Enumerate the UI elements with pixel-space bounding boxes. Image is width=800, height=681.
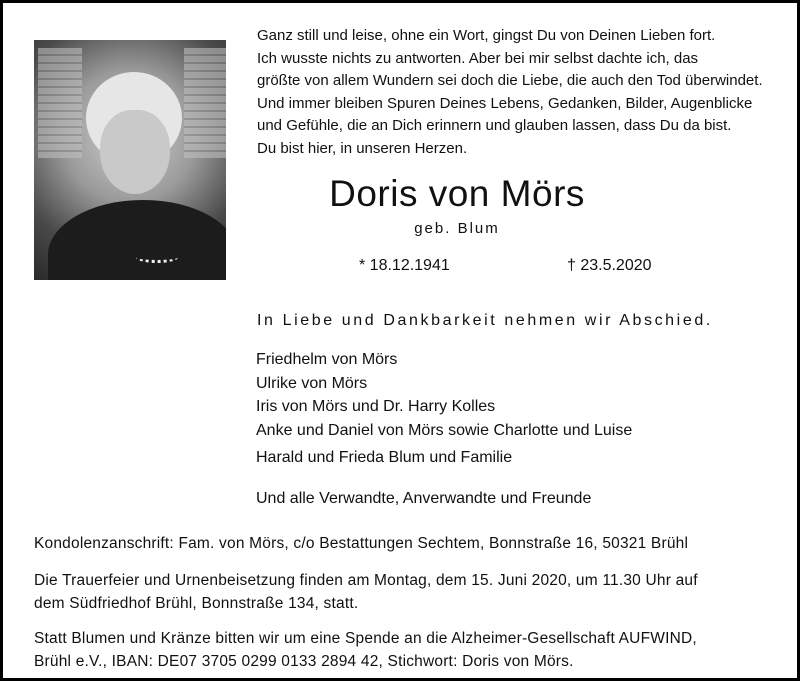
background-window xyxy=(184,48,226,158)
poem-line: Und immer bleiben Spuren Deines Lebens, Gedanken, Bilder, Augenblicke xyxy=(257,94,753,112)
poem-line: Du bist hier, in unseren Herzen. xyxy=(257,139,468,157)
pearl-necklace xyxy=(136,252,178,263)
ceremony-line: Die Trauerfeier und Urnenbeisetzung finden am Montag, dem 15. Juni 2020, um 11.30 Uhr auf xyxy=(34,572,698,589)
death-date: † 23.5.2020 xyxy=(567,257,652,274)
birth-date: * 18.12.1941 xyxy=(359,257,450,274)
portrait-face xyxy=(100,110,170,194)
condolence-text: Kondolenzanschrift: Fam. von Mörs, c/o Bestattungen Sechtem, Bonnstraße 16, 50321 Brühl xyxy=(34,535,689,552)
poem-line: Ich wusste nichts zu antworten. Aber bei mir selbst dachte ich, das xyxy=(257,49,699,67)
ceremony-info xyxy=(34,570,786,615)
poem xyxy=(257,25,787,160)
mourner: Anke und Daniel von Mörs sowie Charlotte und Luise xyxy=(256,421,633,439)
family-line: Harald und Frieda Blum und Familie xyxy=(256,449,513,466)
ceremony-line: dem Südfriedhof Brühl, Bonnstraße 134, statt. xyxy=(34,594,359,612)
portrait-body xyxy=(48,200,226,280)
birth-name: geb. Blum xyxy=(414,220,500,237)
mourner: Friedhelm von Mörs xyxy=(256,351,398,368)
poem-line: Ganz still und leise, ohne ein Wort, gingst Du von Deinen Lieben fort. xyxy=(257,27,716,44)
relatives-line: Und alle Verwandte, Anverwandte und Freunde xyxy=(256,490,592,507)
donation-line: Statt Blumen und Kränze bitten wir um eine Spende an die Alzheimer-Gesellschaft AUFWIND, xyxy=(34,630,697,647)
mourner: Iris von Mörs und Dr. Harry Kolles xyxy=(256,398,496,415)
background-window xyxy=(38,48,82,158)
mourner: Ulrike von Mörs xyxy=(256,374,368,392)
mourners-list xyxy=(256,348,632,442)
deceased-name: Doris von Mörs xyxy=(329,173,585,214)
farewell-line: In Liebe und Dankbarkeit nehmen wir Abschied. xyxy=(257,312,713,329)
poem-line: und Gefühle, die an Dich erinnern und glauben lassen, dass Du da bist. xyxy=(257,117,732,134)
donation-line: Brühl e.V., IBAN: DE07 3705 0299 0133 2894 42, Stichwort: Doris von Mörs. xyxy=(34,652,574,670)
portrait-photo xyxy=(34,40,226,280)
poem-line: größte von allem Wundern sei doch die Liebe, die auch den Tod überwindet. xyxy=(257,72,763,89)
donation-info xyxy=(34,628,786,673)
condolence-address xyxy=(34,533,786,556)
